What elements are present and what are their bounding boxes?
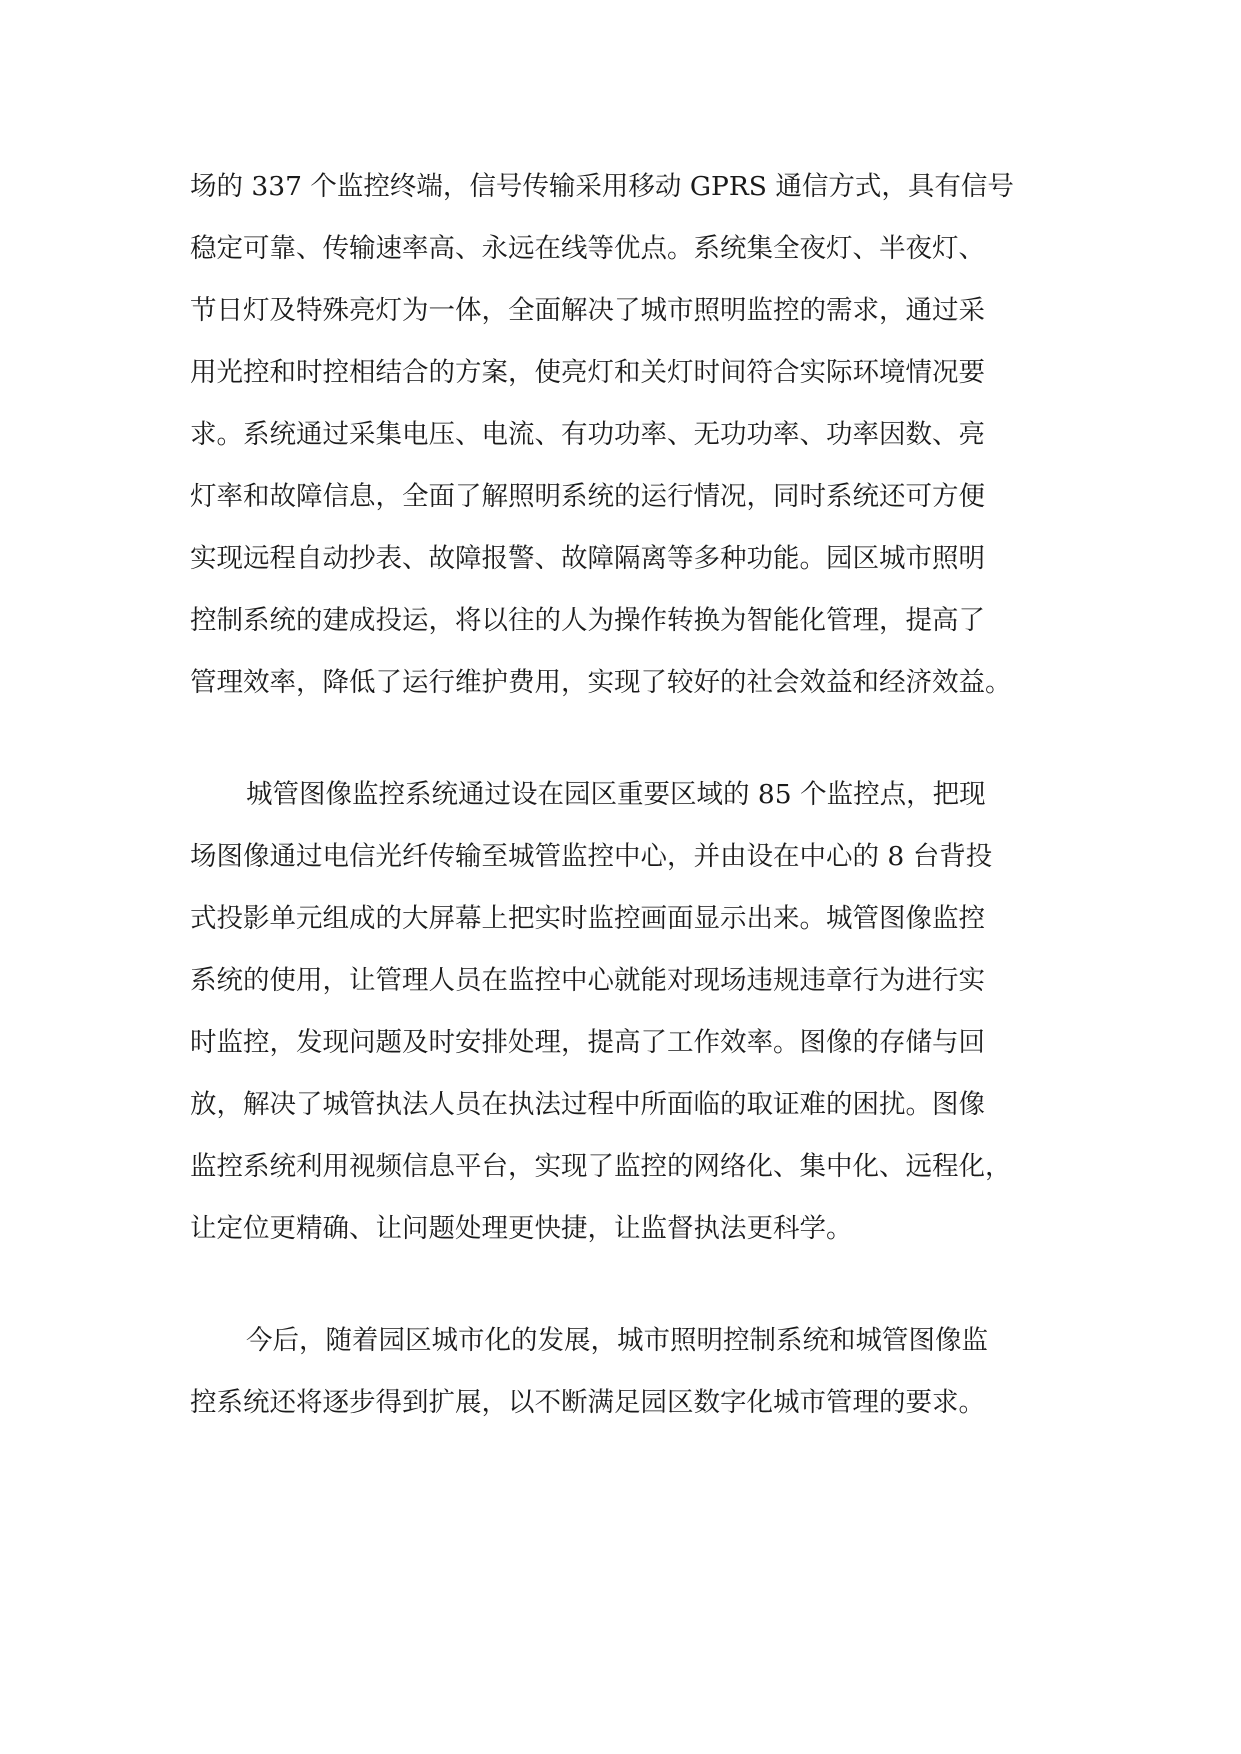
paragraph-1-line-8: 控制系统的建成投运，将以往的人为操作转换为智能化管理，提高了 xyxy=(190,605,985,636)
paragraph-1-line-3: 节日灯及特殊亮灯为一体，全面解决了城市照明监控的需求，通过采 xyxy=(190,295,985,326)
paragraph-1-line-4: 用光控和时控相结合的方案，使亮灯和关灯时间符合实际环境情况要 xyxy=(190,357,985,388)
paragraph-3-line-1: 今后，随着园区城市化的发展，城市照明控制系统和城管图像监 xyxy=(246,1325,988,1356)
paragraph-2-line-4: 系统的使用，让管理人员在监控中心就能对现场违规违章行为进行实 xyxy=(190,965,985,996)
paragraph-1-line-7: 实现远程自动抄表、故障报警、故障隔离等多种功能。园区城市照明 xyxy=(190,543,985,574)
paragraph-2-line-1: 城管图像监控系统通过设在园区重要区域的 85 个监控点，把现 xyxy=(246,779,986,810)
paragraph-1-line-9: 管理效率，降低了运行维护费用，实现了较好的社会效益和经济效益。 xyxy=(190,667,1012,698)
paragraph-1-line-6: 灯率和故障信息，全面了解照明系统的运行情况，同时系统还可方便 xyxy=(190,481,985,512)
paragraph-2-line-3: 式投影单元组成的大屏幕上把实时监控画面显示出来。城管图像监控 xyxy=(190,903,985,934)
paragraph-3-line-2: 控系统还将逐步得到扩展，以不断满足园区数字化城市管理的要求。 xyxy=(190,1387,985,1418)
paragraph-1-line-1: 场的 337 个监控终端，信号传输采用移动 GPRS 通信方式，具有信号 xyxy=(190,171,1014,202)
paragraph-1-line-5: 求。系统通过采集电压、电流、有功功率、无功功率、功率因数、亮 xyxy=(190,419,985,450)
paragraph-2-line-8: 让定位更精确、让问题处理更快捷，让监督执法更科学。 xyxy=(190,1213,853,1244)
paragraph-2-line-7: 监控系统利用视频信息平台，实现了监控的网络化、集中化、远程化， xyxy=(190,1151,1012,1182)
paragraph-2-line-5: 时监控，发现问题及时安排处理，提高了工作效率。图像的存储与回 xyxy=(190,1027,985,1058)
paragraph-2-line-6: 放，解决了城管执法人员在执法过程中所面临的取证难的困扰。图像 xyxy=(190,1089,985,1120)
paragraph-2-line-2: 场图像通过电信光纤传输至城管监控中心，并由设在中心的 8 台背投 xyxy=(190,841,993,872)
paragraph-1-line-2: 稳定可靠、传输速率高、永远在线等优点。系统集全夜灯、半夜灯、 xyxy=(190,233,985,264)
